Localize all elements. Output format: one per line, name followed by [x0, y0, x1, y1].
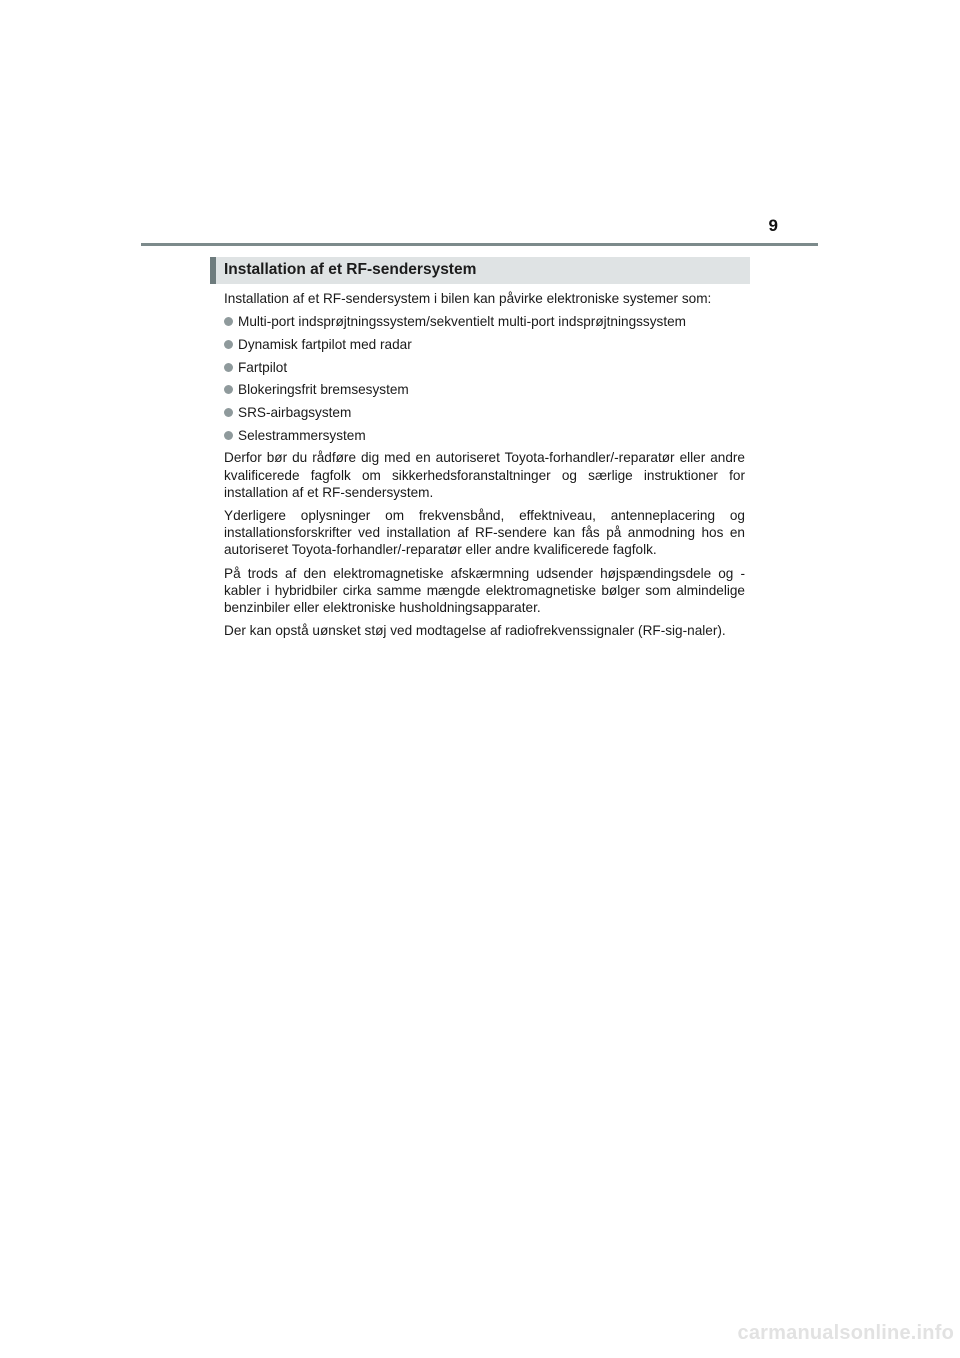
list-item	[224, 359, 745, 376]
filled-circle-bullet-icon	[224, 340, 233, 349]
list-item	[224, 336, 745, 353]
list-item-text: Multi-port indsprøjtningssystem/sekventielt multi-port indsprøjtningssystem	[238, 314, 686, 330]
list-item	[224, 404, 745, 421]
body-paragraph: Yderligere oplysninger om frekvensbånd, effektniveau, antenneplacering og installationsforskrifter ved installation af RF-sendere kan fås på anmodning hos en autoriseret Toyota-forhandler/-reparatør eller andre kvalificerede fagfolk.	[224, 508, 745, 558]
filled-circle-bullet-icon	[224, 431, 233, 440]
watermark: carmanualsonline.info	[737, 1322, 954, 1344]
filled-circle-bullet-icon	[224, 363, 233, 372]
list-item	[224, 313, 745, 330]
content-body	[224, 290, 745, 645]
bullet-list	[224, 313, 745, 444]
section-heading	[210, 257, 750, 284]
page-number: 9	[768, 216, 778, 235]
list-item-text: Fartpilot	[238, 359, 288, 375]
header-rule	[141, 243, 818, 246]
filled-circle-bullet-icon	[224, 385, 233, 394]
list-item-text: Dynamisk fartpilot med radar	[238, 336, 412, 352]
intro-paragraph: Installation af et RF-sendersystem i bilen kan påvirke elektroniske systemer som:	[224, 291, 712, 306]
list-item-text: Blokeringsfrit bremsesystem	[238, 382, 409, 398]
list-item	[224, 381, 745, 398]
list-item	[224, 427, 745, 444]
body-paragraph: På trods af den elektromagnetiske afskærmning udsender højspændingsdele og -kabler i hybridbiler cirka samme mængde elektromagnetiske bølger som almindelige benzinbiler eller elektroniske husholdningsapparater.	[224, 565, 745, 616]
list-item-text: SRS-airbagsystem	[238, 405, 352, 421]
filled-circle-bullet-icon	[224, 317, 233, 326]
list-item-text: Selestrammersystem	[238, 427, 366, 443]
section-heading-text: Installation af et RF-sendersystem	[224, 261, 477, 278]
filled-circle-bullet-icon	[224, 408, 233, 417]
body-paragraph: Derfor bør du rådføre dig med en autoriseret Toyota-forhandler/-reparatør eller andre kvalificerede fagfolk om sikkerhedsforanstaltninger og særlige instruktioner for installation af et RF-sendersystem.	[224, 450, 745, 500]
body-paragraph: Der kan opstå uønsket støj ved modtagelse af radiofrekvenssignaler (RF-sig-naler).	[224, 623, 726, 639]
